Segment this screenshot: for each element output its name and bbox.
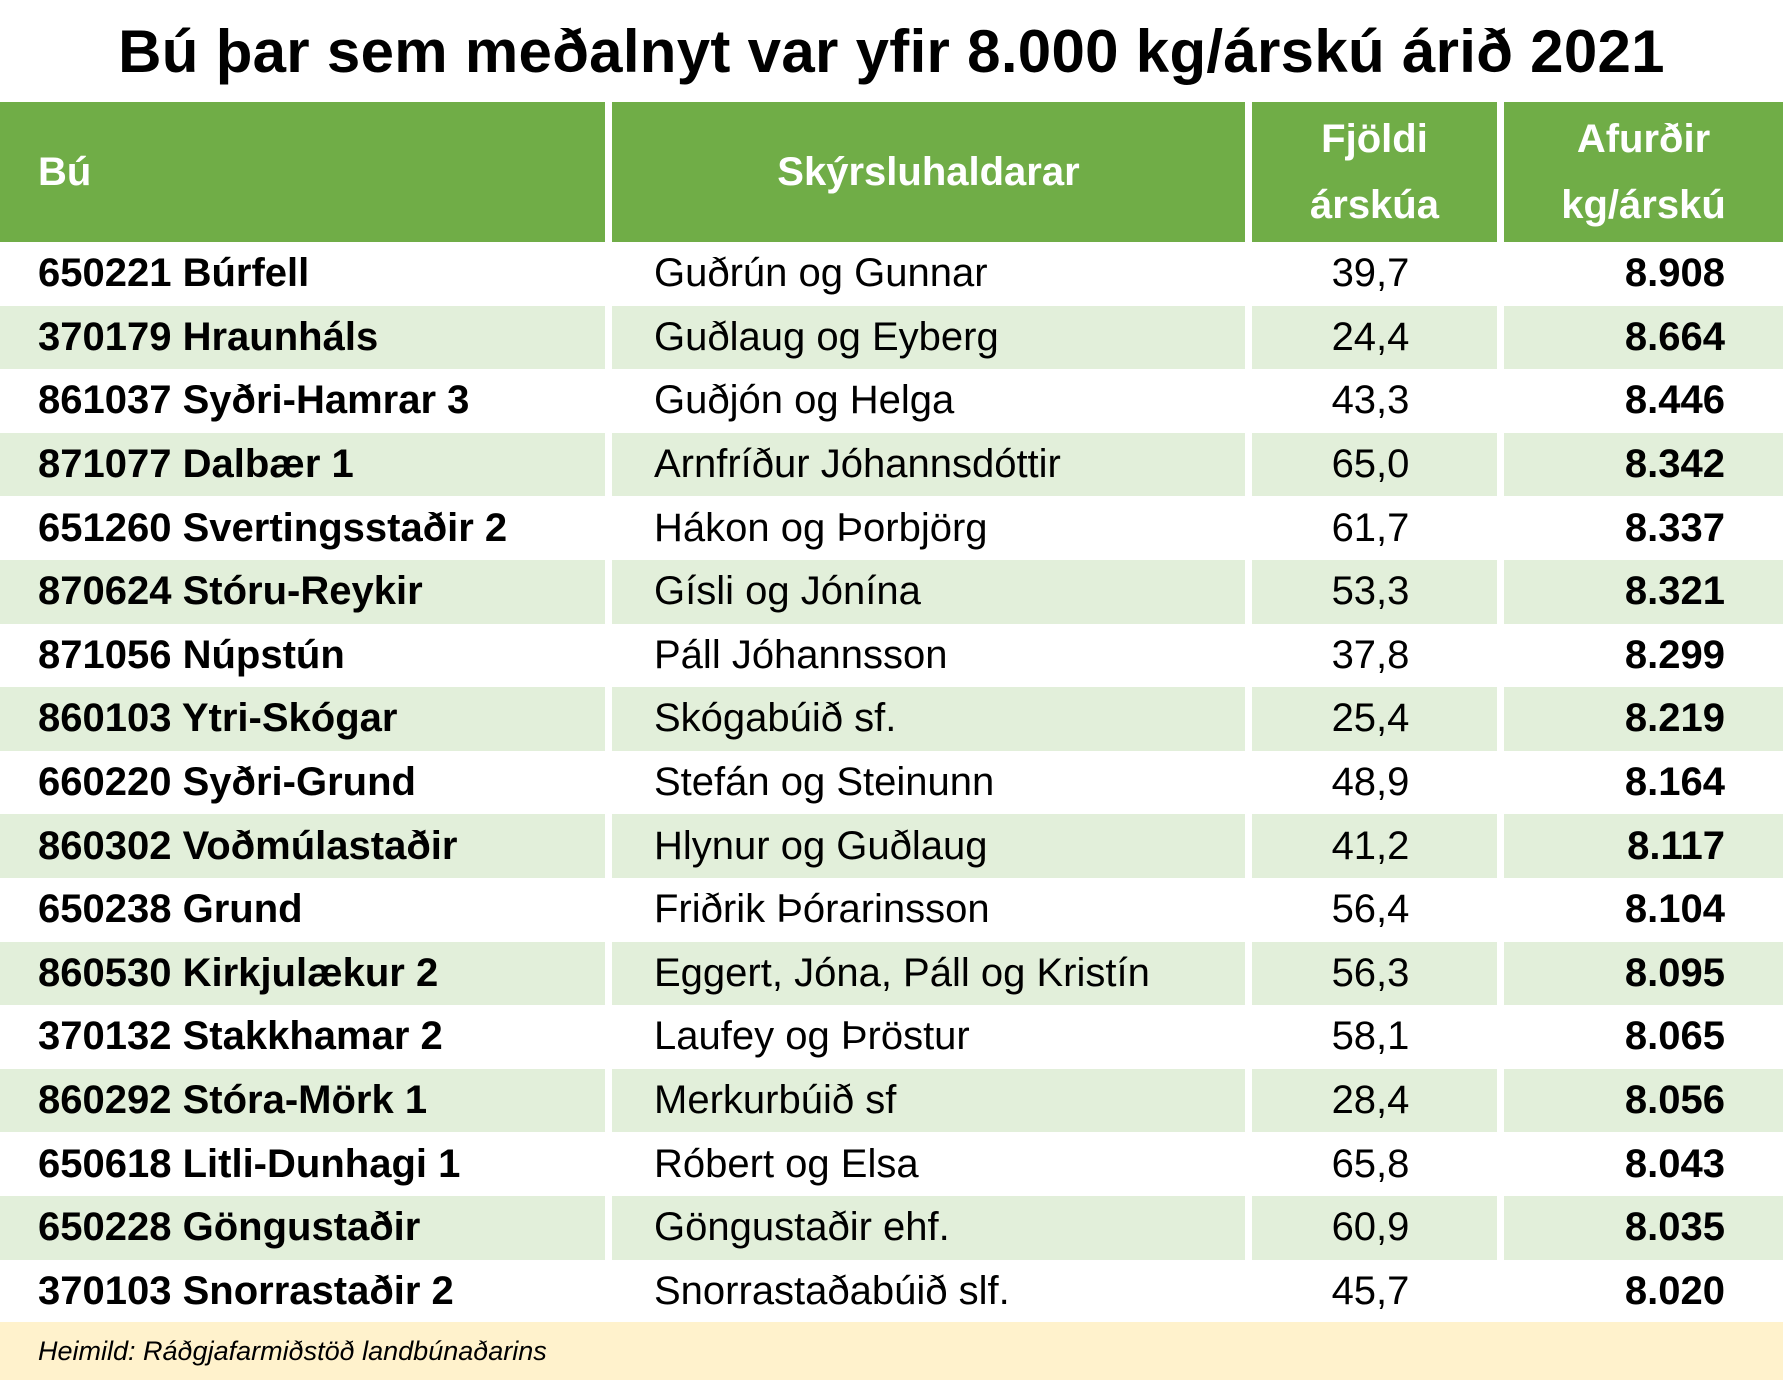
farm-cell: 660220 Syðri-Grund: [0, 751, 612, 815]
column-header-afurdir: [1504, 102, 1783, 242]
keepers-cell: Arnfríður Jóhannsdóttir: [612, 433, 1252, 497]
column-header-afurdir-line1: Afurðir: [1576, 117, 1711, 161]
yield-cell: 8.035: [1504, 1196, 1783, 1260]
farm-cell: 871056 Núpstún: [0, 624, 612, 688]
keepers-cell: Páll Jóhannsson: [612, 624, 1252, 688]
farm-cell: 650618 Litli-Dunhagi 1: [0, 1132, 612, 1196]
table-row: [0, 242, 1783, 306]
column-header-fjoldi-line2: árskúa: [1310, 183, 1439, 227]
table-row: [0, 751, 1783, 815]
keepers-cell: Guðrún og Gunnar: [612, 242, 1252, 306]
keepers-cell: Guðlaug og Eyberg: [612, 306, 1252, 370]
cow-count-cell: 25,4: [1252, 687, 1504, 751]
farm-cell: 370179 Hraunháls: [0, 306, 612, 370]
cow-count-cell: 39,7: [1252, 242, 1504, 306]
keepers-cell: Gísli og Jónína: [612, 560, 1252, 624]
table-row: [0, 1260, 1783, 1324]
cow-count-cell: 53,3: [1252, 560, 1504, 624]
yield-cell: 8.056: [1504, 1069, 1783, 1133]
yield-cell: 8.104: [1504, 878, 1783, 942]
source-note: Heimild: Ráðgjafarmiðstöð landbúnaðarins: [0, 1322, 1783, 1380]
farm-cell: 370103 Snorrastaðir 2: [0, 1260, 612, 1324]
yield-cell: 8.043: [1504, 1132, 1783, 1196]
keepers-cell: Hákon og Þorbjörg: [612, 496, 1252, 560]
yield-cell: 8.095: [1504, 942, 1783, 1006]
farm-cell: 860103 Ytri-Skógar: [0, 687, 612, 751]
yield-cell: 8.299: [1504, 624, 1783, 688]
cow-count-cell: 24,4: [1252, 306, 1504, 370]
table-row: [0, 1132, 1783, 1196]
table-header: [0, 102, 1783, 242]
keepers-cell: Laufey og Þröstur: [612, 1005, 1252, 1069]
farms-table: [0, 102, 1783, 1323]
keepers-cell: Göngustaðir ehf.: [612, 1196, 1252, 1260]
yield-cell: 8.446: [1504, 369, 1783, 433]
farm-cell: 860302 Voðmúlastaðir: [0, 814, 612, 878]
cow-count-cell: 61,7: [1252, 496, 1504, 560]
farm-cell: 860530 Kirkjulækur 2: [0, 942, 612, 1006]
cow-count-cell: 43,3: [1252, 369, 1504, 433]
table-row: [0, 942, 1783, 1006]
farm-cell: 370132 Stakkhamar 2: [0, 1005, 612, 1069]
yield-cell: 8.342: [1504, 433, 1783, 497]
keepers-cell: Friðrik Þórarinsson: [612, 878, 1252, 942]
cow-count-cell: 58,1: [1252, 1005, 1504, 1069]
cow-count-cell: 56,4: [1252, 878, 1504, 942]
keepers-cell: Skógabúið sf.: [612, 687, 1252, 751]
farm-cell: 651260 Svertingsstaðir 2: [0, 496, 612, 560]
yield-cell: 8.219: [1504, 687, 1783, 751]
header-row: [0, 102, 1783, 242]
table-body: [0, 242, 1783, 1323]
table-row: [0, 1005, 1783, 1069]
column-header-fjoldi-line1: Fjöldi: [1321, 117, 1428, 161]
yield-cell: 8.908: [1504, 242, 1783, 306]
keepers-cell: Róbert og Elsa: [612, 1132, 1252, 1196]
cow-count-cell: 65,8: [1252, 1132, 1504, 1196]
farm-cell: 650228 Göngustaðir: [0, 1196, 612, 1260]
column-header-bu: Bú: [0, 102, 612, 242]
cow-count-cell: 48,9: [1252, 751, 1504, 815]
cow-count-cell: 41,2: [1252, 814, 1504, 878]
keepers-cell: Stefán og Steinunn: [612, 751, 1252, 815]
table-row: [0, 433, 1783, 497]
column-header-skyrsluhaldarar: Skýrsluhaldarar: [612, 102, 1252, 242]
yield-cell: 8.337: [1504, 496, 1783, 560]
table-row: [0, 624, 1783, 688]
yield-cell: 8.117: [1504, 814, 1783, 878]
table-row: [0, 369, 1783, 433]
farm-cell: 871077 Dalbær 1: [0, 433, 612, 497]
farm-cell: 860292 Stóra-Mörk 1: [0, 1069, 612, 1133]
cow-count-cell: 28,4: [1252, 1069, 1504, 1133]
table-row: [0, 496, 1783, 560]
farm-cell: 650238 Grund: [0, 878, 612, 942]
farm-cell: 650221 Búrfell: [0, 242, 612, 306]
cow-count-cell: 56,3: [1252, 942, 1504, 1006]
cow-count-cell: 65,0: [1252, 433, 1504, 497]
yield-cell: 8.321: [1504, 560, 1783, 624]
yield-cell: 8.164: [1504, 751, 1783, 815]
keepers-cell: Snorrastaðabúið slf.: [612, 1260, 1252, 1324]
table-row: [0, 560, 1783, 624]
keepers-cell: Guðjón og Helga: [612, 369, 1252, 433]
farm-cell: 861037 Syðri-Hamrar 3: [0, 369, 612, 433]
yield-cell: 8.065: [1504, 1005, 1783, 1069]
table-row: [0, 1069, 1783, 1133]
table-row: [0, 1196, 1783, 1260]
table-row: [0, 687, 1783, 751]
cow-count-cell: 37,8: [1252, 624, 1504, 688]
keepers-cell: Eggert, Jóna, Páll og Kristín: [612, 942, 1252, 1006]
keepers-cell: Merkurbúið sf: [612, 1069, 1252, 1133]
farm-cell: 870624 Stóru-Reykir: [0, 560, 612, 624]
column-header-fjoldi: [1252, 102, 1504, 242]
table-row: [0, 878, 1783, 942]
keepers-cell: Hlynur og Guðlaug: [612, 814, 1252, 878]
cow-count-cell: 45,7: [1252, 1260, 1504, 1324]
yield-cell: 8.020: [1504, 1260, 1783, 1324]
yield-cell: 8.664: [1504, 306, 1783, 370]
cow-count-cell: 60,9: [1252, 1196, 1504, 1260]
page-title: Bú þar sem meðalnyt var yfir 8.000 kg/árskú árið 2021: [118, 17, 1665, 85]
column-header-afurdir-line2: kg/árskú: [1561, 183, 1726, 227]
table-row: [0, 306, 1783, 370]
table-row: [0, 814, 1783, 878]
